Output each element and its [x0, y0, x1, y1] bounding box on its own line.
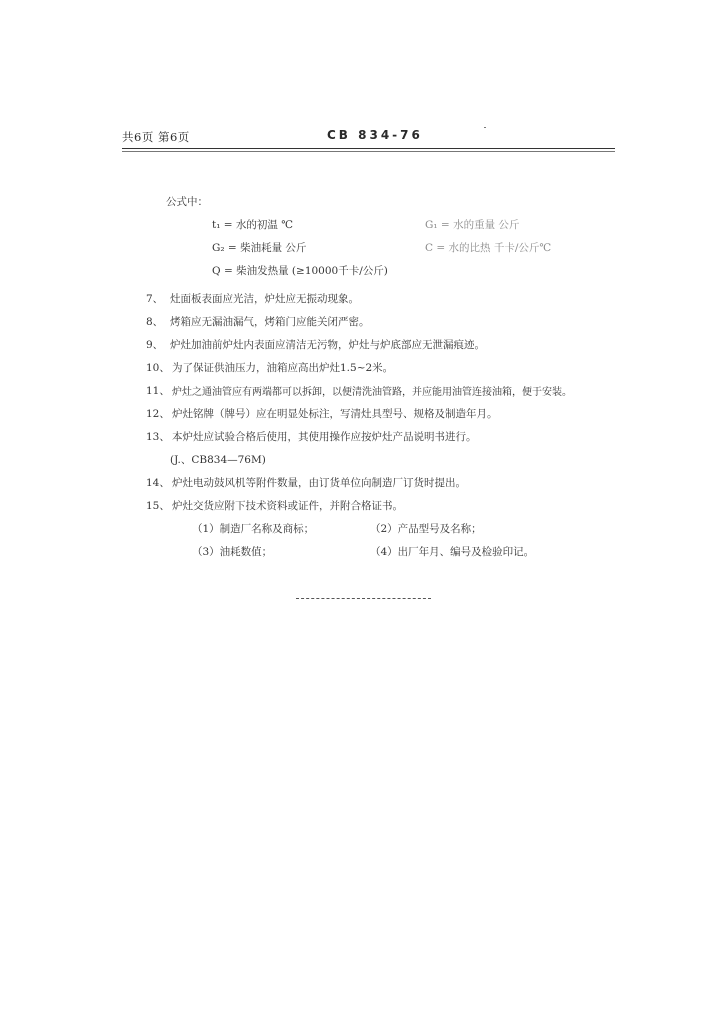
- item-text: 本炉灶应试验合格后使用，其使用操作应按炉灶产品说明书进行。: [172, 431, 477, 443]
- item-text: 为了保证供油压力，油箱应高出炉灶1.5~2米。: [172, 362, 394, 374]
- item-number: 14、: [146, 477, 170, 489]
- item-number: 11、: [146, 385, 170, 397]
- end-rule: [296, 598, 431, 599]
- item-number: 15、: [146, 500, 170, 512]
- scan-speck: [484, 127, 486, 128]
- item-text: (J.、CB834—76M): [170, 454, 266, 466]
- formula-def-right: C = 水的比热 千卡/公斤℃: [425, 242, 552, 254]
- formula-def-left: Q = 柴油发热量 (≥10000千卡/公斤): [212, 265, 388, 277]
- item-number: 13、: [146, 431, 170, 443]
- item-text: 炉灶电动鼓风机等附件数量，由订货单位向制造厂订货时提出。: [172, 477, 466, 489]
- attachment-left: （3）油耗数值；: [192, 546, 273, 558]
- item-number: 12、: [146, 408, 170, 420]
- standard-number: CB 834-76: [327, 128, 423, 142]
- header-rule: [122, 148, 615, 149]
- attachment-right: （4）出厂年月、编号及检验印记。: [370, 546, 535, 558]
- header-rule-thin: [122, 151, 615, 152]
- formula-def-right: G₁ = 水的重量 公斤: [425, 219, 520, 231]
- formula-def-left: t₁ = 水的初温 ℃: [212, 219, 293, 231]
- attachment-right: （2）产品型号及名称；: [370, 523, 482, 535]
- item-number: 7、: [146, 293, 164, 305]
- item-number: 10、: [146, 362, 170, 374]
- item-text: 炉灶铭牌（牌号）应在明显处标注，写清灶具型号、规格及制造年月。: [172, 408, 498, 420]
- page-info: 共6页 第6页: [122, 130, 190, 144]
- formula-intro: 公式中：: [166, 196, 208, 208]
- item-text: 灶面板表面应光洁，炉灶应无振动现象。: [170, 293, 359, 305]
- item-text: 炉灶加油前炉灶内表面应清洁无污物，炉灶与炉底部应无泄漏痕迹。: [170, 339, 485, 351]
- item-number: 8、: [146, 316, 164, 328]
- item-text: 烤箱应无漏油漏气，烤箱门应能关闭严密。: [170, 316, 370, 328]
- item-text: 炉灶之通油管应有两端都可以拆卸，以便清洗油管路，并应能用油管连接油箱，便于安装。: [172, 387, 572, 398]
- formula-def-left: G₂ = 柴油耗量 公斤: [212, 242, 307, 254]
- attachment-left: （1）制造厂名称及商标；: [192, 523, 315, 535]
- item-text: 炉灶交货应附下技术资料或证件，并附合格证书。: [172, 500, 403, 512]
- item-number: 9、: [146, 339, 164, 351]
